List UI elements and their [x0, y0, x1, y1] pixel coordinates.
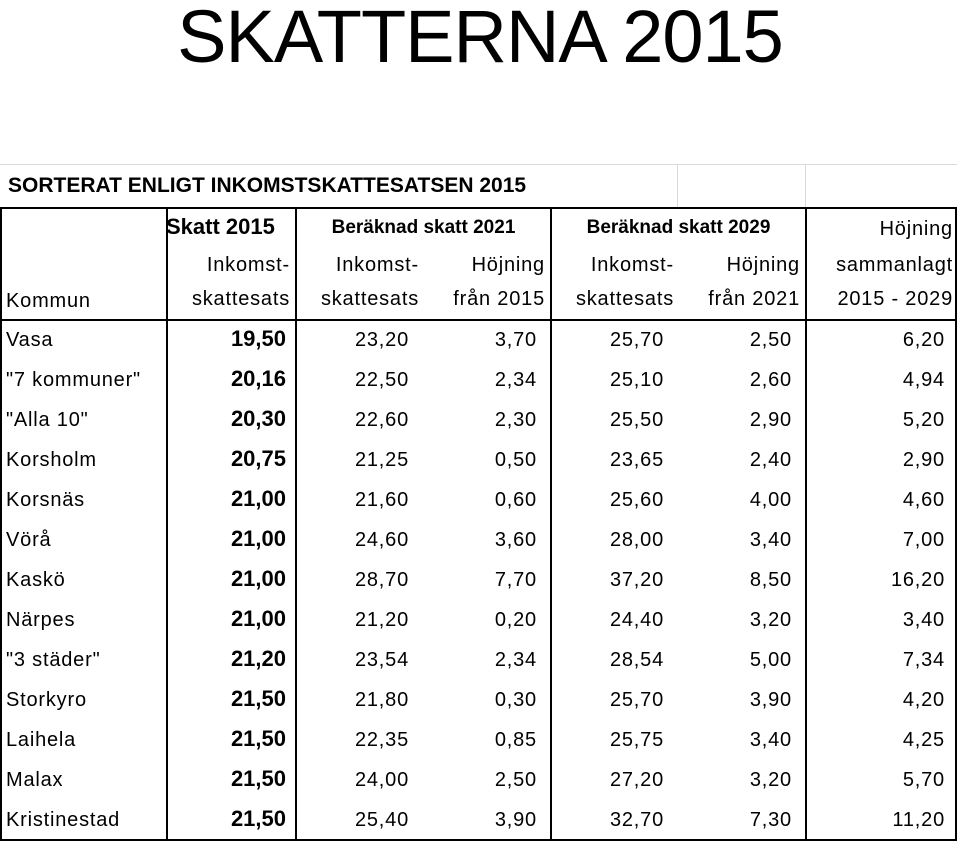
cell-skatt-2021: 23,20 — [354, 329, 409, 351]
cell-hojning-2015: 0,85 — [494, 729, 537, 751]
cell-skatt-2029: 32,70 — [609, 809, 664, 831]
header-col-f-l2: sammanlagt — [836, 254, 953, 276]
cell-skatt-2021: 22,50 — [354, 369, 409, 391]
cell-hojning-2015: 3,90 — [494, 809, 537, 831]
cell-skatt-2015: 21,00 — [230, 606, 286, 631]
cell-hojning-2021: 2,90 — [749, 409, 792, 431]
cell-hojning-total: 7,34 — [902, 649, 945, 671]
cell-skatt-2021: 21,60 — [354, 489, 409, 511]
table-row — [0, 406, 957, 449]
cell-skatt-2021: 24,00 — [354, 769, 409, 791]
cell-kommun: Korsholm — [6, 449, 97, 471]
cell-hojning-2015: 2,34 — [494, 369, 537, 391]
cell-hojning-2015: 0,50 — [494, 449, 537, 471]
cell-kommun: Malax — [6, 769, 64, 791]
cell-kommun: Vörå — [6, 529, 52, 551]
cell-kommun: Korsnäs — [6, 489, 85, 511]
header-hojning-total-l1: Höjning — [879, 218, 953, 240]
header-kommun: Kommun — [6, 290, 91, 312]
cell-hojning-total: 4,25 — [902, 729, 945, 751]
cell-skatt-2029: 27,20 — [609, 769, 664, 791]
cell-skatt-2029: 25,60 — [609, 489, 664, 511]
cell-hojning-total: 5,70 — [902, 769, 945, 791]
header-col-d-l1: Inkomst- — [590, 254, 674, 276]
cell-hojning-total: 3,40 — [902, 609, 945, 631]
cell-skatt-2029: 28,00 — [609, 529, 664, 551]
cell-kommun: "7 kommuner" — [6, 369, 141, 391]
cell-skatt-2029: 28,54 — [609, 649, 664, 671]
cell-skatt-2015: 20,75 — [230, 446, 286, 471]
header-col-d-l2: skattesats — [575, 288, 674, 310]
cell-kommun: Storkyro — [6, 689, 87, 711]
table-row — [0, 486, 957, 529]
table-row — [0, 326, 957, 369]
cell-kommun: Laihela — [6, 729, 77, 751]
cell-skatt-2015: 21,00 — [230, 566, 286, 591]
cell-skatt-2029: 25,50 — [609, 409, 664, 431]
cell-skatt-2021: 25,40 — [354, 809, 409, 831]
cell-skatt-2029: 25,70 — [609, 689, 664, 711]
cell-skatt-2021: 21,25 — [354, 449, 409, 471]
cell-hojning-2021: 3,40 — [749, 729, 792, 751]
cell-hojning-total: 6,20 — [902, 329, 945, 351]
table-row — [0, 366, 957, 409]
cell-hojning-2015: 0,60 — [494, 489, 537, 511]
cell-skatt-2015: 21,00 — [230, 486, 286, 511]
cell-skatt-2029: 24,40 — [609, 609, 664, 631]
cell-hojning-total: 5,20 — [902, 409, 945, 431]
header-skatt-2015: Skatt 2015 — [166, 214, 275, 239]
cell-hojning-2015: 3,60 — [494, 529, 537, 551]
cell-skatt-2015: 19,50 — [230, 326, 286, 351]
cell-kommun: "Alla 10" — [6, 409, 89, 431]
cell-skatt-2029: 23,65 — [609, 449, 664, 471]
cell-skatt-2015: 21,00 — [230, 526, 286, 551]
cell-skatt-2015: 20,30 — [230, 406, 286, 431]
cell-hojning-total: 4,94 — [902, 369, 945, 391]
table-row — [0, 526, 957, 569]
header-col-e-l1: Höjning — [726, 254, 800, 276]
cell-skatt-2015: 21,50 — [230, 766, 286, 791]
header-col-c-l2: från 2015 — [453, 288, 545, 310]
cell-hojning-2021: 3,90 — [749, 689, 792, 711]
cell-skatt-2015: 21,50 — [230, 726, 286, 751]
page-title: SKATTERNA 2015 — [177, 0, 783, 78]
cell-skatt-2021: 22,60 — [354, 409, 409, 431]
cell-skatt-2021: 22,35 — [354, 729, 409, 751]
table-row — [0, 446, 957, 489]
cell-kommun: Kristinestad — [6, 809, 121, 831]
cell-hojning-total: 4,20 — [902, 689, 945, 711]
cell-hojning-2021: 5,00 — [749, 649, 792, 671]
cell-skatt-2021: 28,70 — [354, 569, 409, 591]
table-row — [0, 606, 957, 649]
table-subtitle: SORTERAT ENLIGT INKOMSTSKATTESATSEN 2015 — [8, 174, 527, 197]
header-group-2021: Beräknad skatt 2021 — [331, 217, 516, 238]
header-col-f-l3: 2015 - 2029 — [837, 288, 953, 310]
table-row — [0, 726, 957, 769]
cell-skatt-2029: 25,75 — [609, 729, 664, 751]
cell-hojning-total: 2,90 — [902, 449, 945, 471]
cell-skatt-2021: 21,20 — [354, 609, 409, 631]
cell-hojning-2015: 0,30 — [494, 689, 537, 711]
cell-hojning-2021: 7,30 — [749, 809, 792, 831]
cell-hojning-2015: 3,70 — [494, 329, 537, 351]
cell-hojning-2015: 2,30 — [494, 409, 537, 431]
cell-kommun: Närpes — [6, 609, 76, 631]
cell-hojning-2021: 4,00 — [749, 489, 792, 511]
header-col-e-l2: från 2021 — [708, 288, 800, 310]
header-col-a-l1: Inkomst- — [206, 254, 290, 276]
header-col-a-l2: skattesats — [191, 288, 290, 310]
header-col-c-l1: Höjning — [471, 254, 545, 276]
table-row — [0, 566, 957, 609]
header-col-b-l2: skattesats — [320, 288, 419, 310]
cell-hojning-total: 7,00 — [902, 529, 945, 551]
cell-skatt-2029: 25,10 — [609, 369, 664, 391]
cell-hojning-2021: 8,50 — [749, 569, 792, 591]
cell-hojning-total: 11,20 — [892, 809, 945, 831]
cell-hojning-2021: 2,50 — [749, 329, 792, 351]
cell-hojning-2021: 3,20 — [749, 769, 792, 791]
cell-skatt-2021: 24,60 — [354, 529, 409, 551]
cell-hojning-total: 16,20 — [890, 569, 945, 591]
cell-hojning-2015: 2,34 — [494, 649, 537, 671]
cell-kommun: Vasa — [6, 329, 54, 351]
cell-hojning-2015: 0,20 — [494, 609, 537, 631]
cell-kommun: Kaskö — [6, 569, 66, 591]
cell-skatt-2015: 21,20 — [230, 646, 286, 671]
cell-hojning-2021: 3,20 — [749, 609, 792, 631]
table-row — [0, 686, 957, 729]
cell-skatt-2021: 23,54 — [354, 649, 409, 671]
table-row — [0, 806, 957, 849]
cell-hojning-2021: 2,40 — [749, 449, 792, 471]
cell-skatt-2015: 21,50 — [230, 806, 286, 831]
cell-kommun: "3 städer" — [6, 649, 101, 671]
cell-hojning-2021: 3,40 — [749, 529, 792, 551]
tax-table — [0, 164, 957, 841]
cell-hojning-total: 4,60 — [902, 489, 945, 511]
cell-skatt-2015: 21,50 — [230, 686, 286, 711]
table-row — [0, 766, 957, 809]
table-row — [0, 646, 957, 689]
cell-hojning-2015: 7,70 — [494, 569, 537, 591]
table-body — [0, 321, 957, 839]
cell-skatt-2021: 21,80 — [354, 689, 409, 711]
cell-skatt-2015: 20,16 — [230, 366, 286, 391]
header-col-b-l1: Inkomst- — [335, 254, 419, 276]
cell-skatt-2029: 25,70 — [609, 329, 664, 351]
cell-skatt-2029: 37,20 — [609, 569, 664, 591]
header-group-2029: Beräknad skatt 2029 — [586, 217, 771, 238]
cell-hojning-2015: 2,50 — [494, 769, 537, 791]
cell-hojning-2021: 2,60 — [749, 369, 792, 391]
